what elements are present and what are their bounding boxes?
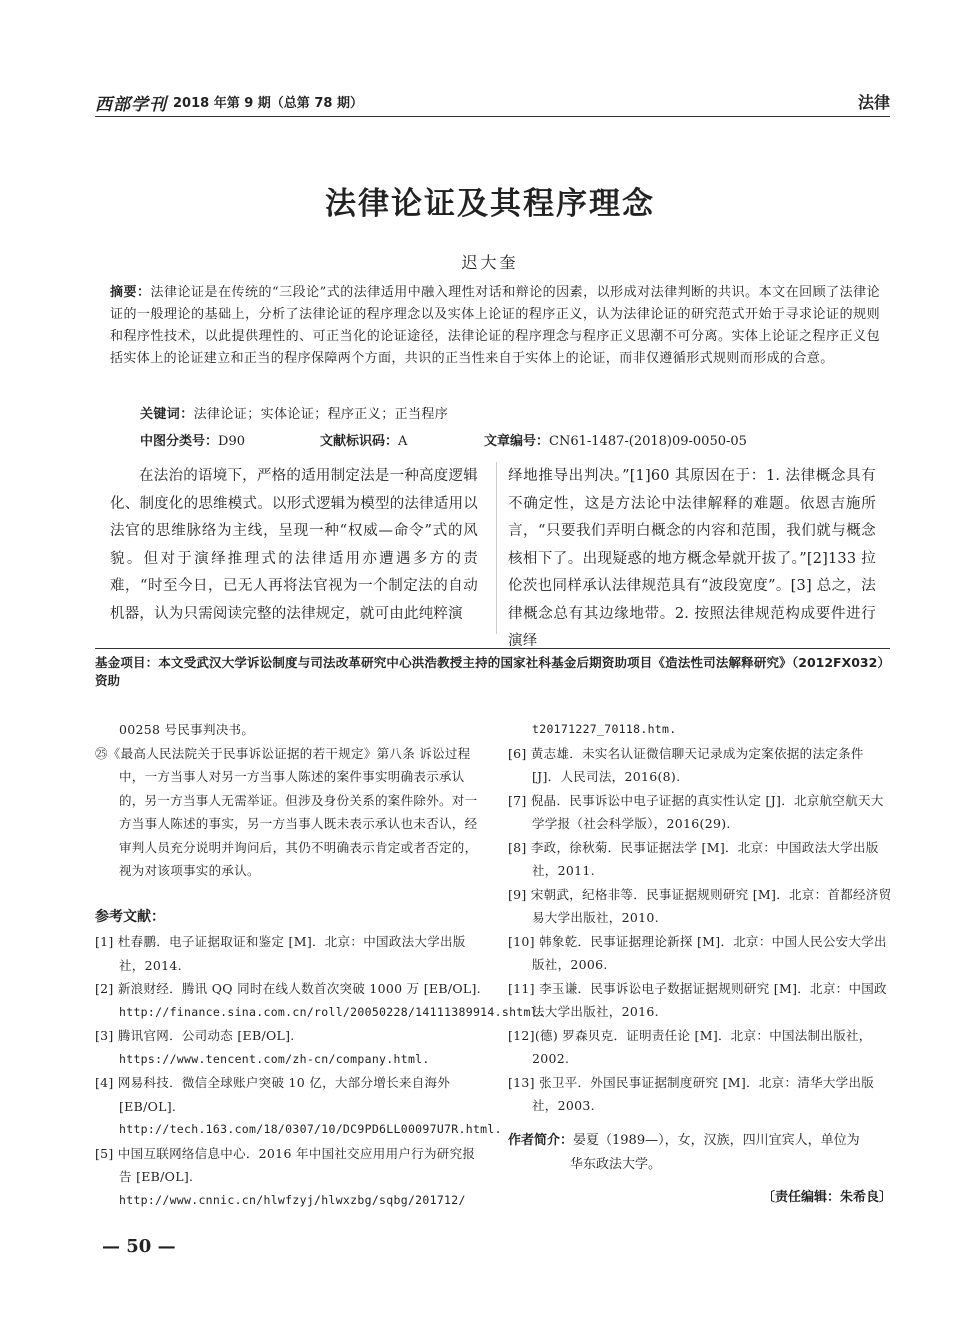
issue-info: 2018 年第 9 期（总第 78 期） <box>173 96 363 111</box>
reference-12: [12](德) 罗森贝克．证明责任论 [M]．北京：中国法制出版社，2002. <box>508 1027 872 1066</box>
reference-3: [3] 腾讯官网．公司动态 [EB/OL]. <box>95 1028 295 1043</box>
article-author: 迟大奎 <box>461 253 519 272</box>
author-intro-line1: 晏夏（1989—），女，汉族，四川宜宾人，单位为 <box>573 1133 860 1148</box>
responsible-editor: 〔责任编辑：朱希良〕 <box>761 1190 892 1205</box>
abstract-text: 法律论证是在传统的“三段论”式的法律适用中融入理性对话和辩论的因素，以形成对法律判断的共识。本文在回顾了法律论证的一般理论的基础上，分析了法律论证的程序理念以及实体上论证的程序正义，认为法律论证的研究范式开始于寻求论证的规则和程序性技术，以此提供理性的、可正当化的论证途径，法律论证的程序理念与程序正义思潮不可分离。实体上论证之程序正义包括实体上的论证建立和正当的程序保障两个方面，共识的正当性来自于实体上的论证，而非仅遵循形式规则而形成的合意。 <box>110 285 881 366</box>
running-header <box>95 88 890 117</box>
reference-1: [1] 杜春鹏．电子证据取证和鉴定 [M]．北京：中国政法大学出版社，2014. <box>95 934 466 973</box>
clc-code: 中图分类号：D90 <box>140 434 245 449</box>
funding-rule <box>95 648 890 649</box>
article-number: 文章编号：CN61-1487-(2018)09-0050-05 <box>484 434 747 449</box>
abstract <box>110 282 880 370</box>
author-intro <box>508 1129 893 1177</box>
reference-9: [9] 宋朝武，纪格非等．民事证据规则研究 [M]．北京：首都经济贸易大学出版社，2010. <box>508 886 892 925</box>
reference-11: [11] 李玉谦．民事诉讼电子数据证据规则研究 [M]．北京：中国政法大学出版社，2016. <box>508 980 887 1019</box>
abstract-label: 摘要： <box>110 285 151 300</box>
references-right <box>508 718 893 1118</box>
keywords-text: 法律论证；实体论证；程序正义；正当程序 <box>193 407 449 422</box>
reference-7: [7] 倪晶．民事诉讼中电子证据的真实性认定 [J]．北京航空航天大学学报（社会科学版），2016(29). <box>508 792 884 831</box>
reference-5-url[interactable]: http://www.cnnic.cn/hlwfzyj/hlwxzbg/sqbg/201712/ <box>119 1192 466 1207</box>
reference-2: [2] 新浪财经．腾讯 QQ 同时在线人数首次突破 1000 万 [EB/OL]. <box>95 981 481 996</box>
reference-5-url-continued[interactable]: t20171227_70118.htm. <box>532 722 677 736</box>
reference-3-url[interactable]: https://www.tencent.com/zh-cn/company.html. <box>119 1051 430 1066</box>
article-title: 法律论证及其程序理念 <box>325 186 655 222</box>
reference-5: [5] 中国互联网络信息中心．2016 年中国社交应用用户行为研究报告 [EB/OL]. <box>95 1145 476 1184</box>
author-intro-line2: 华东政法大学。 <box>570 1157 662 1172</box>
funding-note: 基金项目：本文受武汉大学诉讼制度与司法改革研究中心洪浩教授主持的国家社科基金后期资助项目《造法性司法解释研究》（2012FX032）资助 <box>95 655 890 688</box>
author-intro-label: 作者简介： <box>508 1133 574 1148</box>
footnote-25: ㉕《最高人民法院关于民事诉讼证据的若干规定》第八条 诉讼过程中，一方当事人对另一方当事人陈述的案件事实明确表示承认的，另一方当事人无需举证。但涉及身份关系的案件除外。对一方当事人陈述的事实，另一方当事人既未表示承认也未否认，经审判人员充分说明并询问后，其仍不明确表示肯定或者否定的，视为对该项事实的承认。 <box>95 745 478 878</box>
reference-6: [6] 黄志雄．未实名认证微信聊天记录成为定案依据的法定条件 [J]．人民司法，2016(8). <box>508 745 864 784</box>
column-divider <box>496 462 497 634</box>
keywords-label: 关键词： <box>140 407 194 422</box>
reference-8: [8] 李政，徐秋菊．民事证据法学 [M]．北京：中国政法大学出版社，2011. <box>508 839 879 878</box>
body-right-column: 绎地推导出判决。”[1]60 其原因在于：1. 法律概念具有不确定性，这是方法论中法律解释的难题。依恩吉施所言，“只要我们弄明白概念的内容和范围，我们就与概念核相下了。出现疑惑的地方概念晕就开拔了。”[2]133 拉伦茨也同样承认法律规范具有“波段宽度”。[3] 总之，法律概念总有其边缘地带。2. 按照法律规范构成要件进行演绎 <box>508 468 876 649</box>
reference-2-url[interactable]: http://finance.sina.com.cn/roll/20050228/14111389914.shtml. <box>119 1004 546 1019</box>
footnotes <box>95 718 485 883</box>
footnote-continuation: 00258 号民事判决书。 <box>119 722 255 737</box>
reference-13: [13] 张卫平．外国民事证据制度研究 [M]．北京：清华大学出版社，2003. <box>508 1074 875 1113</box>
reference-4: [4] 网易科技．微信全球账户突破 10 亿，大部分增长来自海外 [EB/OL]. <box>95 1075 451 1114</box>
reference-4-url[interactable]: http://tech.163.com/18/0307/10/DC9PD6LL00097U7R.html. <box>119 1122 502 1136</box>
body-left-column: 在法治的语境下，严格的适用制定法是一种高度逻辑化、制度化的思维模式。以形式逻辑为模型的法律适用以法官的思维脉络为主线，呈现一种“权威—命令”式的风貌。但对于演绎推理式的法律适用亦遭遇多方的责难，“时至今日，已无人再将法官视为一个制定法的自动机器，认为只需阅读完整的法律规定，就可由此纯粹演 <box>110 468 478 622</box>
page-number: — 50 — <box>102 1236 176 1257</box>
keywords <box>140 403 448 422</box>
journal-logo: 西部学刊 <box>95 95 167 115</box>
document-code: 文献标识码：A <box>320 434 408 449</box>
section-label: 法律 <box>857 93 890 112</box>
references-heading: 参考文献： <box>95 909 165 925</box>
reference-10: [10] 韩象乾．民事证据理论新探 [M]．北京：中国人民公安大学出版社，2006. <box>508 933 887 972</box>
